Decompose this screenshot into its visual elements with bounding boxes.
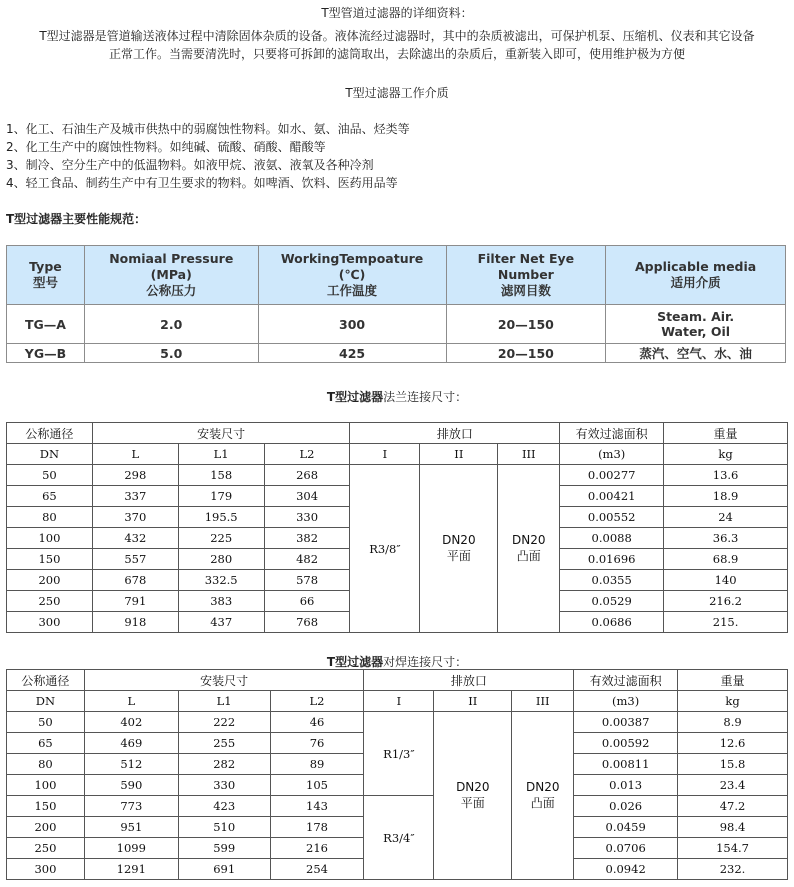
- cell-L2: 143: [270, 796, 364, 817]
- header-L1: L1: [178, 691, 270, 712]
- header-dn: 公称通径: [7, 670, 85, 691]
- cell-L2: 105: [270, 775, 364, 796]
- cell-L1: 222: [178, 712, 270, 733]
- cell-dn: 50: [7, 465, 93, 486]
- cell-dn: 100: [7, 775, 85, 796]
- cell-dn: 100: [7, 528, 93, 549]
- cell-L2: 578: [264, 570, 350, 591]
- cell-L2: 330: [264, 507, 350, 528]
- cell-area: 0.01696: [560, 549, 664, 570]
- spec-header-media: Applicable media 适用介质: [606, 246, 786, 305]
- header-drain-I: I: [350, 444, 420, 465]
- flange-dimension-table: [6, 422, 788, 633]
- header-dn: 公称通径: [7, 423, 93, 444]
- cell-L1: 332.5: [178, 570, 264, 591]
- cell-L2: 382: [264, 528, 350, 549]
- media-item: 3、制冷、空分生产中的低温物料。如液甲烷、液氨、液氧及各种冷剂: [6, 158, 374, 172]
- header-area-unit: (m3): [574, 691, 678, 712]
- cell-L2: 178: [270, 817, 364, 838]
- header-dn-unit: DN: [7, 444, 93, 465]
- header-dn-unit: DN: [7, 691, 85, 712]
- cell-weight: 8.9: [678, 712, 788, 733]
- cell-dn: 200: [7, 817, 85, 838]
- header-weight: 重量: [678, 670, 788, 691]
- spec-table: [6, 245, 786, 363]
- cell-L1: 282: [178, 754, 270, 775]
- cell-area: 0.0355: [560, 570, 664, 591]
- cell-L1: 195.5: [178, 507, 264, 528]
- cell-weight: 215.: [664, 612, 788, 633]
- page-title: T型管道过滤器的详细资料：: [321, 6, 473, 20]
- spec-cell-temperature: 425: [258, 344, 446, 363]
- cell-weight: 216.2: [664, 591, 788, 612]
- cell-weight: 232.: [678, 859, 788, 880]
- cell-L2: 254: [270, 859, 364, 880]
- cell-L2: 66: [264, 591, 350, 612]
- header-L: L: [92, 444, 178, 465]
- cell-L2: 216: [270, 838, 364, 859]
- cell-L1: 383: [178, 591, 264, 612]
- cell-area: 0.0088: [560, 528, 664, 549]
- header-drain-II: II: [434, 691, 512, 712]
- cell-dn: 65: [7, 733, 85, 754]
- cell-drain-III: DN20 凸面: [498, 465, 560, 633]
- header-drain-II: II: [420, 444, 498, 465]
- table-row: [7, 796, 788, 817]
- cell-dn: 80: [7, 507, 93, 528]
- spec-header-row: [7, 246, 786, 305]
- header-L1: L1: [178, 444, 264, 465]
- spec-cell-media: 蒸汽、空气、水、油: [606, 344, 786, 363]
- cell-dn: 150: [7, 549, 93, 570]
- cell-L1: 280: [178, 549, 264, 570]
- table-row: [7, 712, 788, 733]
- header-weight-unit: kg: [664, 444, 788, 465]
- spec-cell-type: TG—A: [7, 305, 85, 344]
- cell-L2: 76: [270, 733, 364, 754]
- weld-table-caption: T型过滤器对焊连接尺寸：: [326, 655, 468, 669]
- cell-dn: 50: [7, 712, 85, 733]
- flange-subheader-row: [7, 444, 788, 465]
- cell-L1: 423: [178, 796, 270, 817]
- spec-cell-type: YG—B: [7, 344, 85, 363]
- cell-weight: 68.9: [664, 549, 788, 570]
- cell-L: 469: [84, 733, 178, 754]
- cell-L2: 46: [270, 712, 364, 733]
- cell-L: 1099: [84, 838, 178, 859]
- header-weight-unit: kg: [678, 691, 788, 712]
- header-install-size: 安装尺寸: [84, 670, 364, 691]
- flange-header-row: [7, 423, 788, 444]
- media-item: 4、轻工食品、制药生产中有卫生要求的物料。如啤酒、饮料、医药用品等: [6, 176, 398, 190]
- cell-drain-II: DN20 平面: [434, 712, 512, 880]
- header-drain: 排放口: [364, 670, 574, 691]
- intro-paragraph-line2: 正常工作。当需要清洗时，只要将可拆卸的滤筒取出，去除滤出的杂质后，重新装入即可，使用维护极为方便: [108, 47, 685, 61]
- cell-dn: 300: [7, 612, 93, 633]
- cell-L: 557: [92, 549, 178, 570]
- cell-dn: 250: [7, 591, 93, 612]
- cell-L: 512: [84, 754, 178, 775]
- cell-L2: 268: [264, 465, 350, 486]
- cell-area: 0.00811: [574, 754, 678, 775]
- media-item: 1、化工、石油生产及城市供热中的弱腐蚀性物料。如水、氨、油品、烃类等: [6, 122, 410, 136]
- cell-L: 337: [92, 486, 178, 507]
- cell-dn: 300: [7, 859, 85, 880]
- cell-L: 402: [84, 712, 178, 733]
- cell-area: 0.013: [574, 775, 678, 796]
- cell-L: 1291: [84, 859, 178, 880]
- cell-L: 590: [84, 775, 178, 796]
- cell-L1: 437: [178, 612, 264, 633]
- header-drain-III: III: [498, 444, 560, 465]
- cell-dn: 250: [7, 838, 85, 859]
- cell-area: 0.0529: [560, 591, 664, 612]
- spec-header-mesh: Filter Net Eye Number 滤网目数: [446, 246, 606, 305]
- cell-weight: 154.7: [678, 838, 788, 859]
- header-drain: 排放口: [350, 423, 560, 444]
- header-L: L: [84, 691, 178, 712]
- media-section-title: T型过滤器工作介质: [345, 86, 449, 100]
- cell-L: 432: [92, 528, 178, 549]
- cell-area: 0.00277: [560, 465, 664, 486]
- spec-cell-media: Steam. Air. Water, Oil: [606, 305, 786, 344]
- cell-area: 0.026: [574, 796, 678, 817]
- weld-header-row: [7, 670, 788, 691]
- cell-L1: 179: [178, 486, 264, 507]
- cell-L1: 599: [178, 838, 270, 859]
- header-filter-area: 有效过滤面积: [560, 423, 664, 444]
- cell-L2: 89: [270, 754, 364, 775]
- cell-dn: 65: [7, 486, 93, 507]
- cell-area: 0.00421: [560, 486, 664, 507]
- spec-header-pressure: Nomiaal Pressure (MPa) 公称压力: [84, 246, 258, 305]
- cell-drain-I: R3/8″: [350, 465, 420, 633]
- cell-weight: 15.8: [678, 754, 788, 775]
- spec-header-type: Type 型号: [7, 246, 85, 305]
- cell-L: 678: [92, 570, 178, 591]
- spec-cell-mesh: 20—150: [446, 344, 606, 363]
- spec-cell-pressure: 2.0: [84, 305, 258, 344]
- cell-drain-I: R1/3″: [364, 712, 434, 796]
- header-filter-area: 有效过滤面积: [574, 670, 678, 691]
- spec-header-temperature: WorkingTempoature (℃) 工作温度: [258, 246, 446, 305]
- cell-area: 0.0686: [560, 612, 664, 633]
- cell-L2: 482: [264, 549, 350, 570]
- cell-L2: 768: [264, 612, 350, 633]
- cell-L: 951: [84, 817, 178, 838]
- table-row: [7, 465, 788, 486]
- cell-weight: 98.4: [678, 817, 788, 838]
- cell-weight: 36.3: [664, 528, 788, 549]
- cell-area: 0.0942: [574, 859, 678, 880]
- cell-drain-III: DN20 凸面: [512, 712, 574, 880]
- header-L2: L2: [270, 691, 364, 712]
- cell-weight: 13.6: [664, 465, 788, 486]
- header-drain-III: III: [512, 691, 574, 712]
- spec-heading: T型过滤器主要性能规范：: [6, 212, 147, 226]
- cell-L1: 510: [178, 817, 270, 838]
- header-weight: 重量: [664, 423, 788, 444]
- spec-cell-pressure: 5.0: [84, 344, 258, 363]
- cell-weight: 18.9: [664, 486, 788, 507]
- cell-L: 370: [92, 507, 178, 528]
- intro-paragraph-line1: T型过滤器是管道输送液体过程中清除固体杂质的设备。液体流经过滤器时，其中的杂质被滤出，可保护机泵、压缩机、仪表和其它设备: [39, 29, 755, 43]
- spec-cell-mesh: 20—150: [446, 305, 606, 344]
- cell-area: 0.00387: [574, 712, 678, 733]
- cell-dn: 200: [7, 570, 93, 591]
- flange-table-caption: T型过滤器法兰连接尺寸：: [326, 390, 468, 404]
- cell-weight: 47.2: [678, 796, 788, 817]
- cell-L1: 691: [178, 859, 270, 880]
- weld-dimension-table: [6, 669, 788, 880]
- cell-L2: 304: [264, 486, 350, 507]
- cell-weight: 24: [664, 507, 788, 528]
- cell-L: 918: [92, 612, 178, 633]
- cell-L1: 255: [178, 733, 270, 754]
- cell-weight: 23.4: [678, 775, 788, 796]
- weld-subheader-row: [7, 691, 788, 712]
- spec-row: [7, 344, 786, 363]
- cell-drain-II: DN20 平面: [420, 465, 498, 633]
- cell-L: 791: [92, 591, 178, 612]
- cell-L: 773: [84, 796, 178, 817]
- header-L2: L2: [264, 444, 350, 465]
- header-drain-I: I: [364, 691, 434, 712]
- header-install-size: 安装尺寸: [92, 423, 350, 444]
- header-area-unit: (m3): [560, 444, 664, 465]
- cell-L: 298: [92, 465, 178, 486]
- media-item: 2、化工生产中的腐蚀性物料。如纯碱、硫酸、硝酸、醋酸等: [6, 140, 326, 154]
- cell-area: 0.00552: [560, 507, 664, 528]
- cell-weight: 140: [664, 570, 788, 591]
- cell-area: 0.0459: [574, 817, 678, 838]
- spec-row: [7, 305, 786, 344]
- cell-dn: 150: [7, 796, 85, 817]
- spec-cell-temperature: 300: [258, 305, 446, 344]
- cell-L1: 330: [178, 775, 270, 796]
- cell-area: 0.00592: [574, 733, 678, 754]
- cell-L1: 225: [178, 528, 264, 549]
- cell-area: 0.0706: [574, 838, 678, 859]
- cell-weight: 12.6: [678, 733, 788, 754]
- cell-dn: 80: [7, 754, 85, 775]
- cell-L1: 158: [178, 465, 264, 486]
- cell-drain-I: R3/4″: [364, 796, 434, 880]
